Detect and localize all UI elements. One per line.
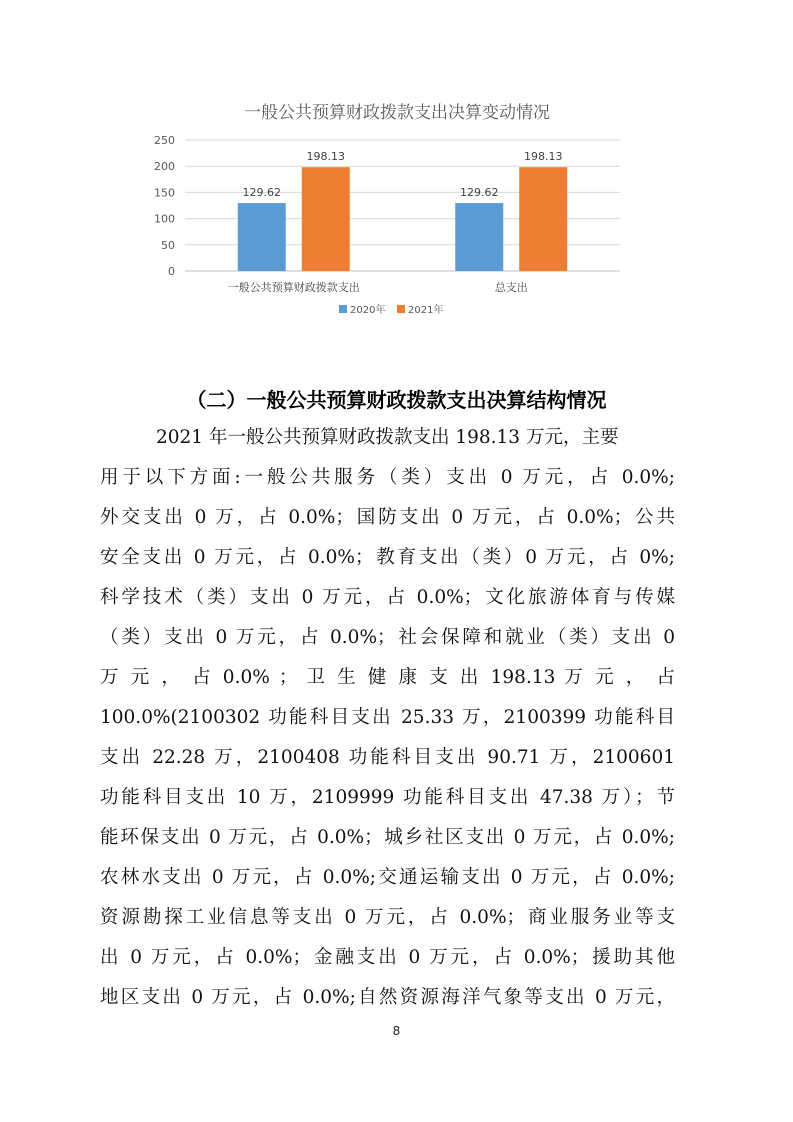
- bar-chart: [0, 0, 793, 340]
- paragraph-line: 2021 年一般公共预算财政拨款支出 198.13 万元，主要: [156, 427, 619, 448]
- paragraph-line: 科学技术（类）支出 0 万元，占 0.0%；文化旅游体育与传媒: [100, 587, 675, 608]
- x-tick-label: 一般公共预算财政拨款支出: [227, 281, 360, 294]
- body-paragraph: [100, 418, 675, 1018]
- y-tick-label: 0: [168, 265, 175, 278]
- paragraph-line: 100.0%(2100302 功能科目支出 25.33 万，2100399 功能科目: [100, 707, 675, 728]
- paragraph-line: 用于以下方面:一般公共服务（类）支出 0 万元，占 0.0%;: [100, 467, 675, 488]
- paragraph-line: 资源勘探工业信息等支出 0 万元，占 0.0%；商业服务业等支: [100, 907, 675, 928]
- paragraph-line: 支出 22.28 万，2100408 功能科目支出 90.71 万，2100601: [100, 747, 675, 768]
- bar: [238, 203, 286, 271]
- y-tick-label: 100: [154, 212, 175, 226]
- paragraph-line: 外交支出 0 万，占 0.0%；国防支出 0 万元，占 0.0%；公共: [100, 507, 675, 528]
- legend-swatch: [339, 305, 347, 313]
- x-axis: [228, 280, 528, 294]
- y-tick-label: 150: [154, 186, 175, 200]
- y-tick-label: 250: [154, 134, 175, 147]
- bar: [519, 167, 567, 271]
- section-heading: （二）一般公共预算财政拨款支出决算结构情况: [186, 388, 607, 412]
- paragraph-line: 功能科目支出 10 万，2109999 功能科目支出 47.38 万）；节: [100, 787, 675, 808]
- chart-legend: [339, 303, 443, 316]
- data-label: 129.62: [242, 186, 281, 200]
- legend-label: 2021年: [408, 305, 444, 316]
- paragraph-line: 能环保支出 0 万元，占 0.0%；城乡社区支出 0 万元，占 0.0%;: [100, 827, 675, 848]
- bar: [455, 203, 503, 271]
- paragraph-line: 地区支出 0 万元，占 0.0%;自然资源海洋气象等支出 0 万元，: [100, 987, 675, 1008]
- paragraph-line: 安全支出 0 万元，占 0.0%；教育支出（类）0 万元，占 0%;: [100, 547, 675, 568]
- y-axis: [154, 134, 175, 278]
- legend-swatch: [397, 305, 405, 313]
- data-label: 129.62: [460, 186, 499, 200]
- paragraph-line: 出 0 万元，占 0.0%；金融支出 0 万元，占 0.0%；援助其他: [100, 947, 675, 968]
- paragraph-line: 农林水支出 0 万元，占 0.0%;交通运输支出 0 万元，占 0.0%;: [100, 867, 675, 888]
- legend-label: 2020年: [350, 305, 386, 316]
- x-tick-label: 总支出: [494, 281, 528, 294]
- page-number: 8: [392, 1024, 401, 1038]
- data-label: 198.13: [306, 150, 345, 164]
- paragraph-line: 万 元 ， 占 0.0% ； 卫 生 健 康 支 出 198.13 万 元 ， 占: [100, 667, 675, 688]
- chart-title: 一般公共预算财政拨款支出决算变动情况: [244, 103, 550, 123]
- y-tick-label: 50: [161, 238, 175, 252]
- bar: [302, 167, 350, 271]
- paragraph-line: （类）支出 0 万元，占 0.0%；社会保障和就业（类）支出 0: [100, 627, 675, 648]
- y-tick-label: 200: [154, 160, 175, 174]
- data-label: 198.13: [524, 150, 563, 164]
- chart-bars: [238, 150, 568, 271]
